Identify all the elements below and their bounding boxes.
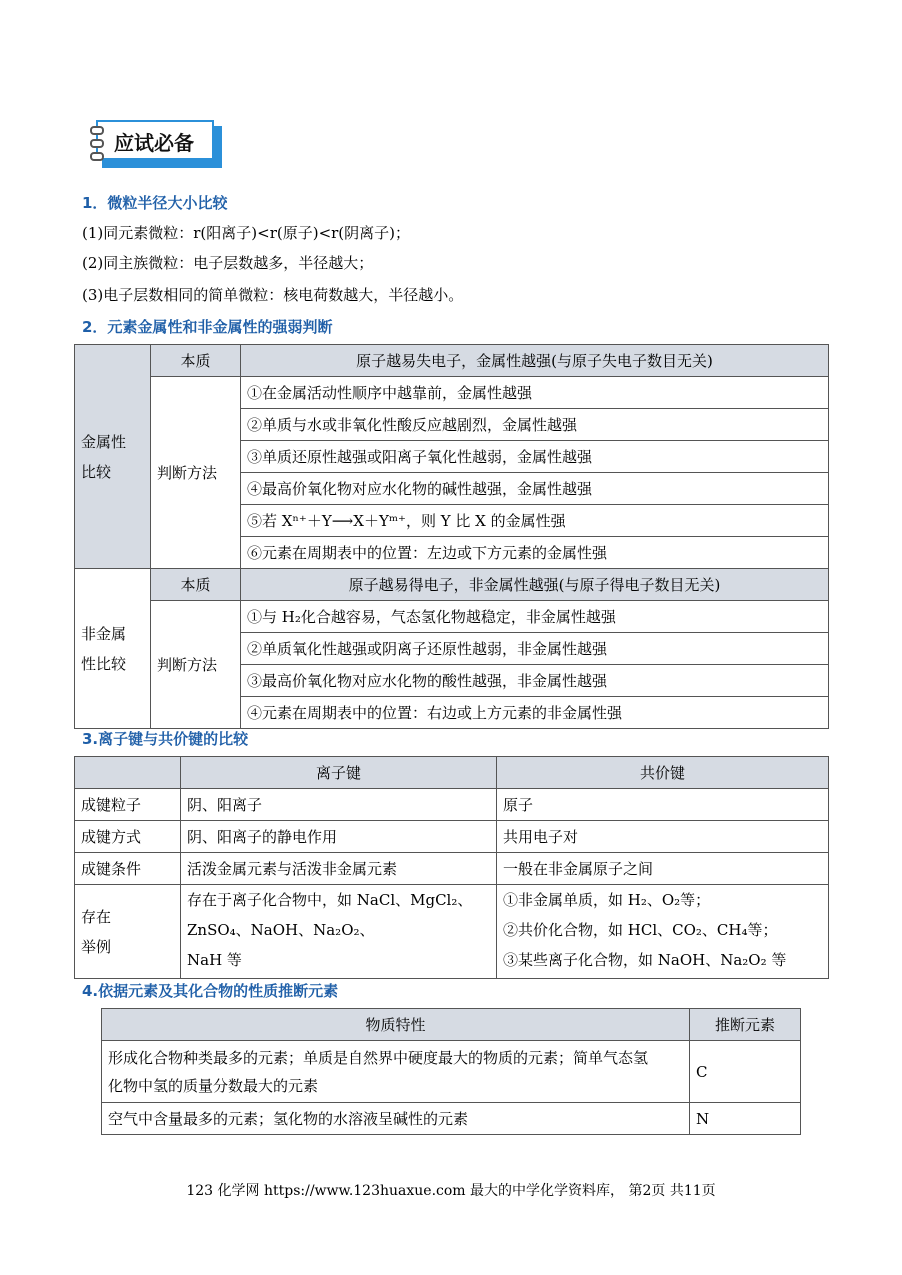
covalent-examples bbox=[497, 885, 829, 979]
element-inference-table bbox=[101, 1008, 801, 1135]
metal-method: ⑤若 Xⁿ⁺＋Y⟶X＋Yᵐ⁺，则 Y 比 X 的金属性强 bbox=[241, 505, 829, 537]
metal-nonmetal-table bbox=[74, 344, 829, 729]
section1-line: (2)同主族微粒：电子层数越多，半径越大； bbox=[82, 254, 374, 272]
ionic-example-line: 存在于离子化合物中，如 NaCl、MgCl₂、 bbox=[187, 891, 473, 909]
covalent-example-line: ②共价化合物，如 HCl、CO₂、CH₄等； bbox=[503, 921, 778, 939]
covalent-example-line: ③某些离子化合物，如 NaOH、Na₂O₂ 等 bbox=[503, 951, 787, 969]
metal-essence-label: 本质 bbox=[151, 345, 241, 377]
row-label: 成键条件 bbox=[75, 853, 181, 885]
bond-header-blank bbox=[75, 757, 181, 789]
property-line: 化物中氢的质量分数最大的元素 bbox=[108, 1076, 319, 1095]
badge-label: 应试必备 bbox=[114, 131, 194, 155]
property-header: 物质特性 bbox=[102, 1009, 690, 1041]
metal-method-label: 判断方法 bbox=[151, 377, 241, 569]
property-cell: 空气中含量最多的元素；氢化物的水溶液呈碱性的元素 bbox=[102, 1103, 690, 1135]
nonmetal-method: ①与 H₂化合越容易，气态氢化物越稳定，非金属性越强 bbox=[241, 601, 829, 633]
bond-comparison-table bbox=[74, 756, 829, 979]
element-cell: N bbox=[690, 1103, 801, 1135]
binder-rings-icon bbox=[90, 126, 102, 165]
ionic-cell: 活泼金属元素与活泼非金属元素 bbox=[181, 853, 497, 885]
ionic-example-line: NaH 等 bbox=[187, 951, 242, 969]
nonmetal-essence: 原子越易得电子，非金属性越强(与原子得电子数目无关) bbox=[241, 569, 829, 601]
section4-heading: 4.依据元素及其化合物的性质推断元素 bbox=[82, 982, 339, 1000]
metal-method: ③单质还原性越强或阳离子氧化性越弱，金属性越强 bbox=[241, 441, 829, 473]
page-footer: 123 化学网 https://www.123huaxue.com 最大的中学化学资料库， 第2页 共11页 bbox=[186, 1183, 716, 1199]
section1-line: (3)电子层数相同的简单微粒：核电荷数越大，半径越小。 bbox=[82, 286, 464, 304]
element-header: 推断元素 bbox=[690, 1009, 801, 1041]
metal-method: ④最高价氧化物对应水化物的碱性越强，金属性越强 bbox=[241, 473, 829, 505]
ionic-cell: 阴、阳离子 bbox=[181, 789, 497, 821]
example-label bbox=[75, 885, 181, 979]
covalent-header: 共价键 bbox=[497, 757, 829, 789]
example-label-line: 存在 bbox=[81, 907, 112, 926]
ionic-header: 离子键 bbox=[181, 757, 497, 789]
ionic-examples bbox=[181, 885, 497, 979]
section1-heading: 1．微粒半径大小比较 bbox=[82, 194, 228, 212]
nonmetal-method: ③最高价氧化物对应水化物的酸性越强，非金属性越强 bbox=[241, 665, 829, 697]
property-cell bbox=[102, 1041, 690, 1103]
nonmetal-method-label: 判断方法 bbox=[151, 601, 241, 729]
ionic-cell: 阴、阳离子的静电作用 bbox=[181, 821, 497, 853]
example-label-line: 举例 bbox=[81, 937, 112, 956]
section-badge bbox=[96, 120, 220, 168]
metal-method: ⑥元素在周期表中的位置：左边或下方元素的金属性强 bbox=[241, 537, 829, 569]
section2-heading: 2．元素金属性和非金属性的强弱判断 bbox=[82, 318, 333, 336]
covalent-cell: 一般在非金属原子之间 bbox=[497, 853, 829, 885]
covalent-cell: 原子 bbox=[497, 789, 829, 821]
metal-group-cell: 金属性 比较 bbox=[75, 345, 151, 569]
nonmetal-method: ②单质氧化性越强或阴离子还原性越弱，非金属性越强 bbox=[241, 633, 829, 665]
metal-method: ①在金属活动性顺序中越靠前，金属性越强 bbox=[241, 377, 829, 409]
nonmetal-essence-label: 本质 bbox=[151, 569, 241, 601]
nonmetal-method: ④元素在周期表中的位置：右边或上方元素的非金属性强 bbox=[241, 697, 829, 729]
section1-line: (1)同元素微粒：r(阳离子)<r(原子)<r(阴离子)； bbox=[82, 224, 411, 242]
covalent-cell: 共用电子对 bbox=[497, 821, 829, 853]
nonmetal-group-cell: 非金属 性比较 bbox=[75, 569, 151, 729]
row-label: 成键粒子 bbox=[75, 789, 181, 821]
metal-essence: 原子越易失电子，金属性越强(与原子失电子数目无关) bbox=[241, 345, 829, 377]
row-label: 成键方式 bbox=[75, 821, 181, 853]
metal-method: ②单质与水或非氧化性酸反应越剧烈，金属性越强 bbox=[241, 409, 829, 441]
element-cell: C bbox=[690, 1041, 801, 1103]
covalent-example-line: ①非金属单质，如 H₂、O₂等； bbox=[503, 891, 711, 909]
property-line: 形成化合物种类最多的元素；单质是自然界中硬度最大的物质的元素；简单气态氢 bbox=[108, 1048, 649, 1067]
section3-heading: 3.离子键与共价键的比较 bbox=[82, 730, 249, 748]
ionic-example-line: ZnSO₄、NaOH、Na₂O₂、 bbox=[187, 921, 375, 939]
